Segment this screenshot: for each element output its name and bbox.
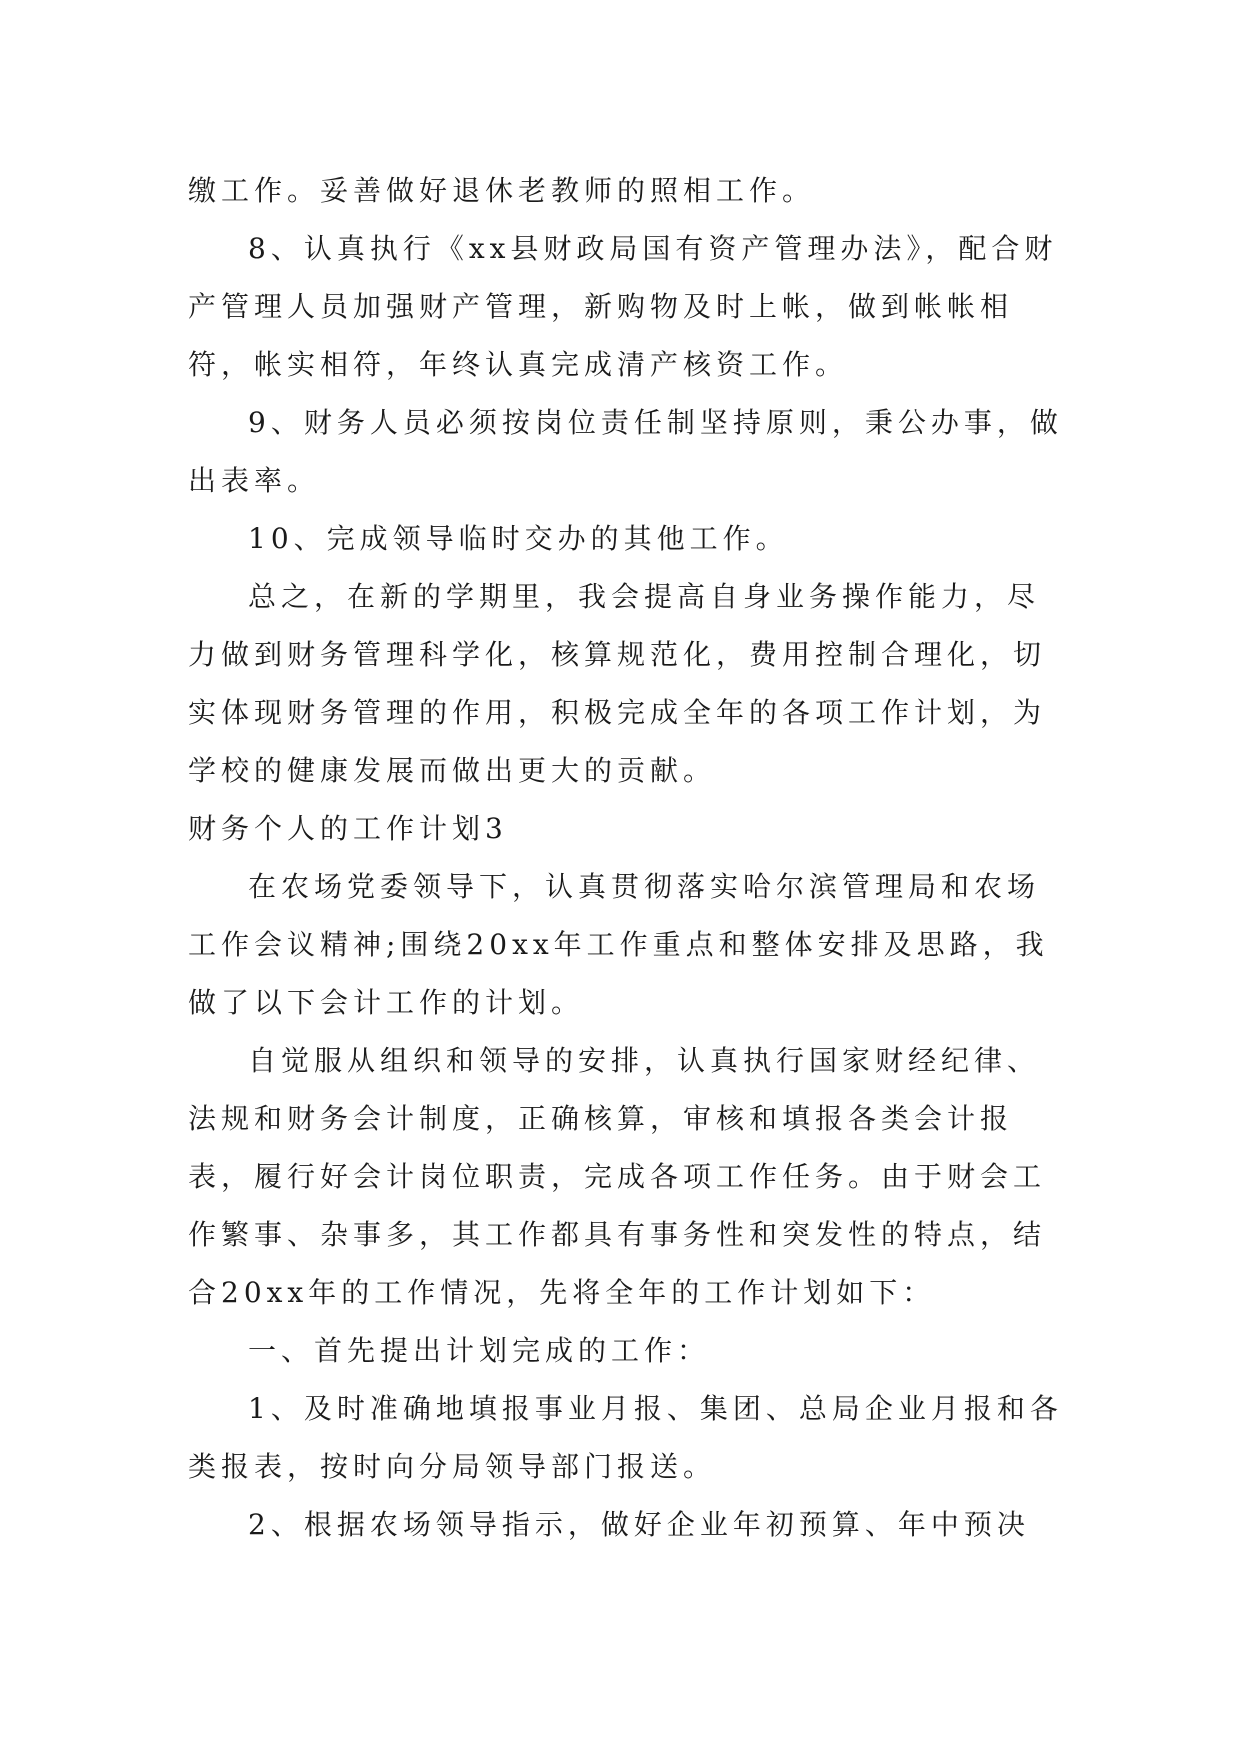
paragraph-subheading: 一、首先提出计划完成的工作： xyxy=(248,1334,711,1367)
paragraph-item-10: 10、完成领导临时交办的其他工作。 xyxy=(248,522,789,555)
paragraph-intro: 在农场党委领导下，认真贯彻落实哈尔滨管理局和农场工作会议精神;围绕20xx年工作重点和整体安排及思路，我做了以下会计工作的计划。 xyxy=(188,870,1049,1019)
paragraph-task-2: 2、根据农场领导指示，做好企业年初预算、年中预决 xyxy=(248,1508,1030,1541)
section-heading: 财务个人的工作计划3 xyxy=(188,812,508,845)
paragraph-task-1: 1、及时准确地填报事业月报、集团、总局企业月报和各类报表，按时向分局领导部门报送。 xyxy=(188,1392,1063,1483)
paragraph-item-8: 8、认真执行《xx县财政局国有资产管理办法》，配合财产管理人员加强财产管理，新购物及时上帐，做到帐帐相符，帐实相符，年终认真完成清产核资工作。 xyxy=(188,232,1058,381)
paragraph-summary: 总之，在新的学期里，我会提高自身业务操作能力，尽力做到财务管理科学化，核算规范化，费用控制合理化，切实体现财务管理的作用，积极完成全年的各项工作计划，为学校的健康发展而做出更大的贡献。 xyxy=(188,580,1047,787)
document-body xyxy=(188,162,1068,1554)
paragraph-continuation: 缴工作。妥善做好退休老教师的照相工作。 xyxy=(188,174,816,207)
paragraph-duties: 自觉服从组织和领导的安排，认真执行国家财经纪律、法规和财务会计制度，正确核算，审核和填报各类会计报表，履行好会计岗位职责，完成各项工作任务。由于财会工作繁事、杂事多，其工作都具有事务性和突发性的特点，结合20xx年的工作情况，先将全年的工作计划如下： xyxy=(188,1044,1047,1309)
paragraph-item-9: 9、财务人员必须按岗位责任制坚持原则，秉公办事，做出表率。 xyxy=(188,406,1063,497)
